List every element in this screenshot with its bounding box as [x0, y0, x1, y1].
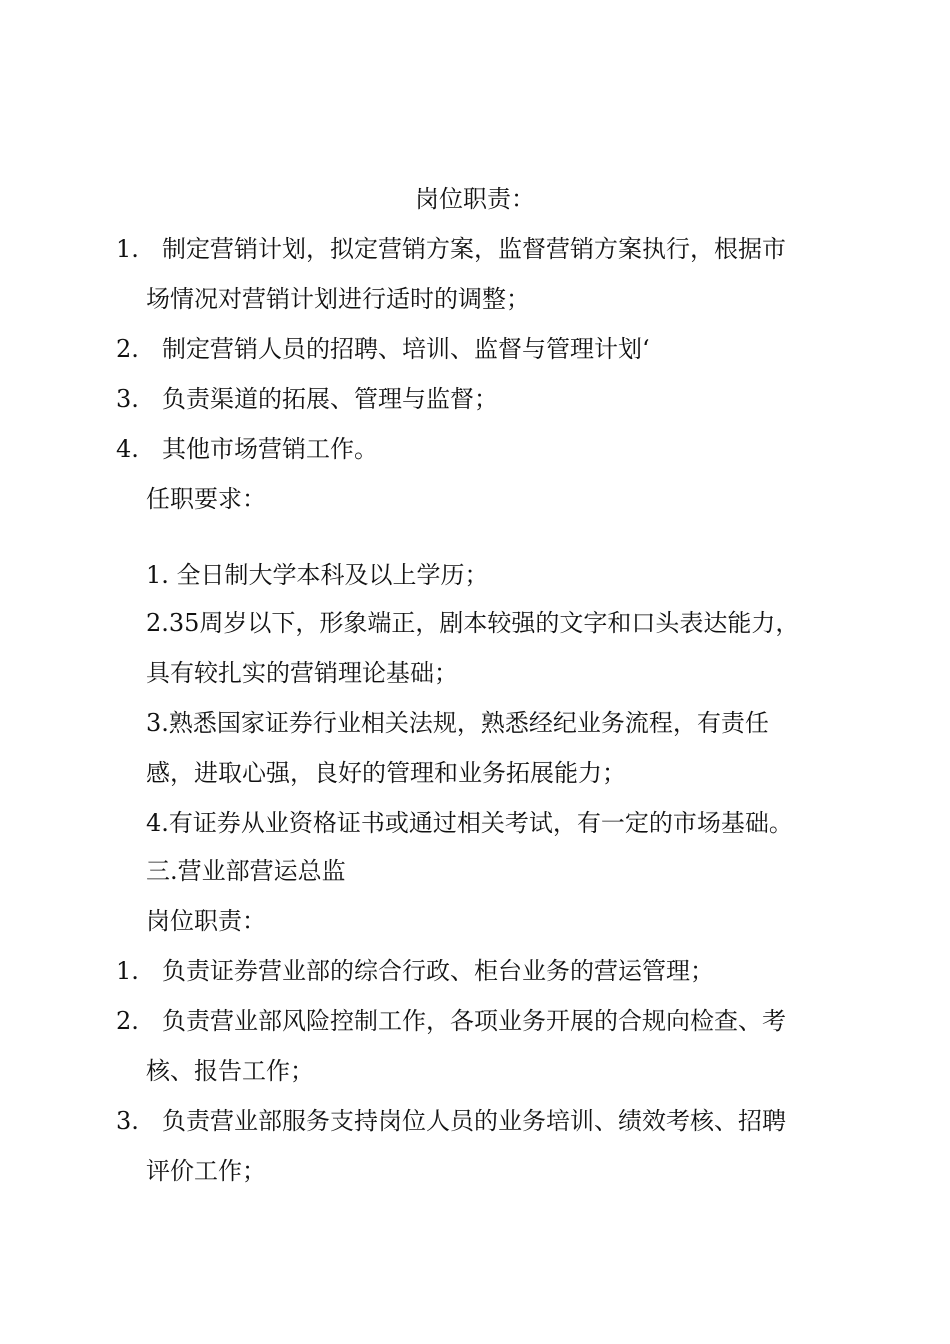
requirement-text: 3.熟悉国家证券行业相关法规，熟悉经纪业务流程，有责任 [146, 709, 769, 737]
duty-text: 负责证券营业部的综合行政、柜台业务的营运管理； [162, 957, 714, 985]
requirements-heading: 任职要求： [146, 485, 266, 513]
duty-text: 其他市场营销工作。 [162, 435, 378, 463]
duty-number: 2. [116, 1007, 139, 1035]
duty-number: 1. [116, 957, 139, 985]
duty-text: 负责营业部服务支持岗位人员的业务培训、绩效考核、招聘 [162, 1107, 786, 1135]
duties-heading: 岗位职责： [146, 907, 266, 935]
duty-text: 制定营销计划，拟定营销方案，监督营销方案执行，根据市 [162, 235, 786, 263]
requirement-text: 4.有证券从业资格证书或通过相关考试，有一定的市场基础。 [146, 809, 793, 837]
duty-text: 负责渠道的拓展、管理与监督； [162, 385, 498, 413]
requirement-text: 1. 全日制大学本科及以上学历； [146, 561, 489, 589]
section-title: 三.营业部营运总监 [146, 857, 346, 885]
duty-number: 2. [116, 335, 139, 363]
duty-number: 3. [116, 385, 139, 413]
duty-number: 1. [116, 235, 139, 263]
duty-text-continued: 场情况对营销计划进行适时的调整； [146, 285, 530, 313]
duty-text: 制定营销人员的招聘、培训、监督与管理计划‘ [162, 335, 650, 363]
requirement-text: 2.35周岁以下，形象端正，剧本较强的文字和口头表达能力， [146, 609, 800, 637]
duty-number: 3. [116, 1107, 139, 1135]
duty-number: 4. [116, 435, 139, 463]
duty-text-continued: 评价工作； [146, 1157, 266, 1185]
requirement-text-continued: 感，进取心强，良好的管理和业务拓展能力； [146, 759, 626, 787]
duty-text: 负责营业部风险控制工作，各项业务开展的合规向检查、考 [162, 1007, 786, 1035]
duty-text-continued: 核、报告工作； [146, 1057, 314, 1085]
duties-heading: 岗位职责： [415, 185, 535, 213]
requirement-text-continued: 具有较扎实的营销理论基础； [146, 659, 458, 687]
